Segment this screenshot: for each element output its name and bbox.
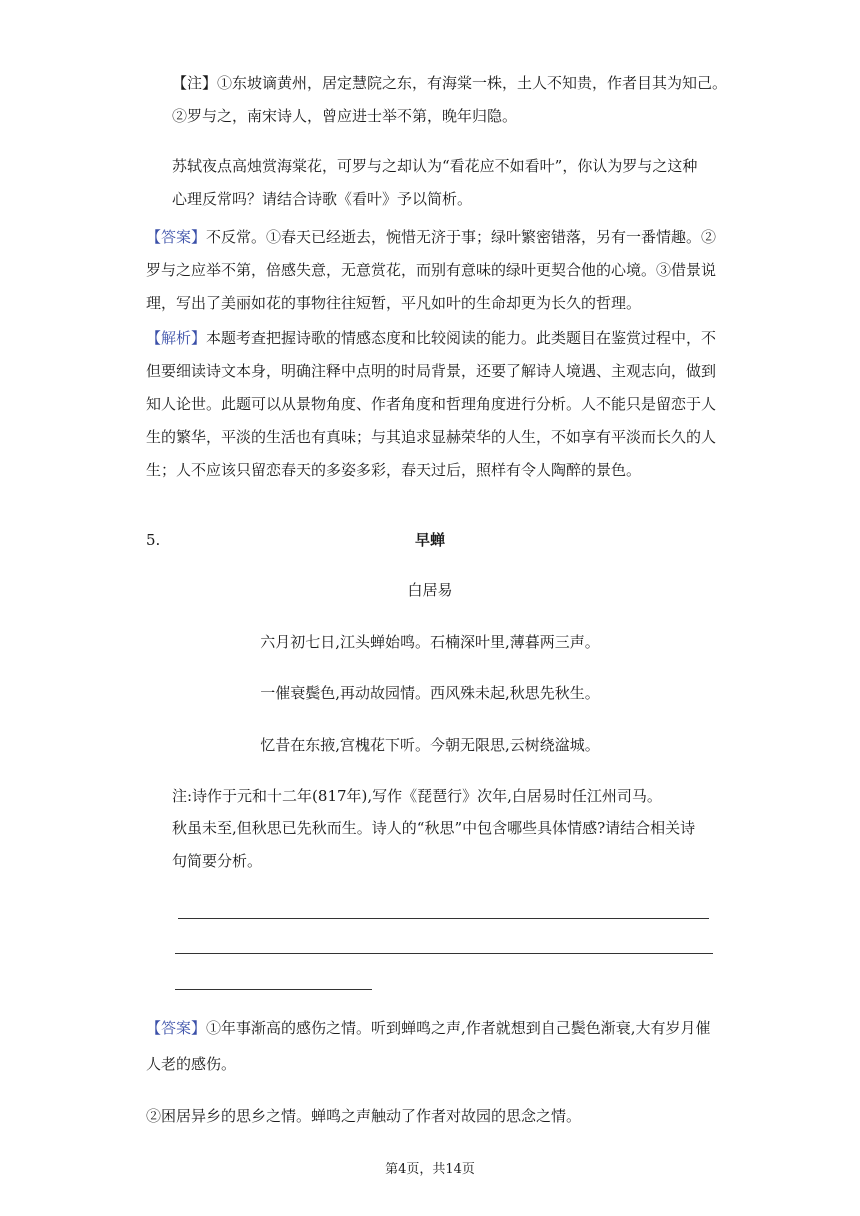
- answer-blank-line: [175, 989, 372, 990]
- question-text: 苏轼夜点高烛赏海棠花，可罗与之却认为“看花应不如看叶”，你认为罗与之这种: [172, 157, 698, 175]
- question-text: 秋虽未至,但秋思已先秋而生。诗人的“秋思”中包含哪些具体情感?请结合相关诗: [172, 819, 696, 837]
- answer-blank-line: [175, 953, 713, 954]
- answer-line: [146, 227, 716, 247]
- poem-line: 忆昔在东掖,宫槐花下听。今朝无限思,云树绕湓城。: [260, 736, 600, 754]
- answer-text: 不反常。①春天已经逝去，惋惜无济于事；绿叶繁密错落，另有一番情趣。②: [206, 228, 717, 246]
- page-footer: 第4页，共14页: [385, 1162, 475, 1177]
- analysis-line: [146, 328, 716, 348]
- analysis-text: 本题考查把握诗歌的情感态度和比较阅读的能力。此类题目在鉴赏过程中，不: [206, 329, 717, 347]
- question-text: 心理反常吗？请结合诗歌《看叶》予以简析。: [172, 190, 473, 208]
- analysis-text: 生的繁华，平淡的生活也有真味；与其追求显赫荣华的人生，不如享有平淡而长久的人: [146, 428, 717, 446]
- answer-text: 理，写出了美丽如花的事物往往短暂，平凡如叶的生命却更为长久的哲理。: [146, 294, 642, 312]
- poem-line: 一催衰鬓色,再动故园情。西风殊未起,秋思先秋生。: [260, 684, 600, 702]
- answer-text: ①年事渐高的感伤之情。听到蝉鸣之声,作者就想到自己鬓色渐衰,大有岁月催: [206, 1019, 711, 1037]
- question-number: 5.: [146, 531, 161, 549]
- answer-tag: 【答案】: [146, 1019, 207, 1037]
- answer-blank-line: [178, 918, 709, 919]
- answer-line: [146, 1018, 711, 1038]
- analysis-tag: 【解析】: [146, 329, 207, 347]
- analysis-text: 生；人不应该只留恋春天的多姿多彩，春天过后，照样有令人陶醉的景色。: [146, 461, 642, 479]
- poem-title: 早蝉: [414, 531, 445, 549]
- analysis-text: 但要细读诗文本身，明确注释中点明的时局背景，还要了解诗人境遇、主观志向，做到: [146, 362, 717, 380]
- poem-note: 注:诗作于元和十二年(817年),写作《琵琶行》次年,白居易时任江州司马。: [172, 787, 662, 805]
- answer-text: 人老的感伤。: [146, 1055, 237, 1073]
- note-line-2: ②罗与之，南宋诗人，曾应进士举不第，晚年归隐。: [172, 107, 518, 125]
- answer-text: ②困居异乡的思乡之情。蝉鸣之声触动了作者对故园的思念之情。: [146, 1107, 582, 1125]
- poem-line: 六月初七日,江头蝉始鸣。石楠深叶里,薄暮两三声。: [260, 633, 600, 651]
- answer-tag: 【答案】: [146, 228, 207, 246]
- analysis-text: 知人论世。此题可以从景物角度、作者角度和哲理角度进行分析。人不能只是留恋于人: [146, 395, 717, 413]
- answer-text: 罗与之应举不第，倍感失意，无意赏花，而别有意味的绿叶更契合他的心境。③借景说: [146, 261, 717, 279]
- question-text: 句简要分析。: [172, 852, 263, 870]
- poem-author: 白居易: [407, 581, 453, 599]
- note-line-1: 【注】①东坡谪黄州，居定慧院之东，有海棠一株，土人不知贵，作者目其为知己。: [172, 74, 728, 92]
